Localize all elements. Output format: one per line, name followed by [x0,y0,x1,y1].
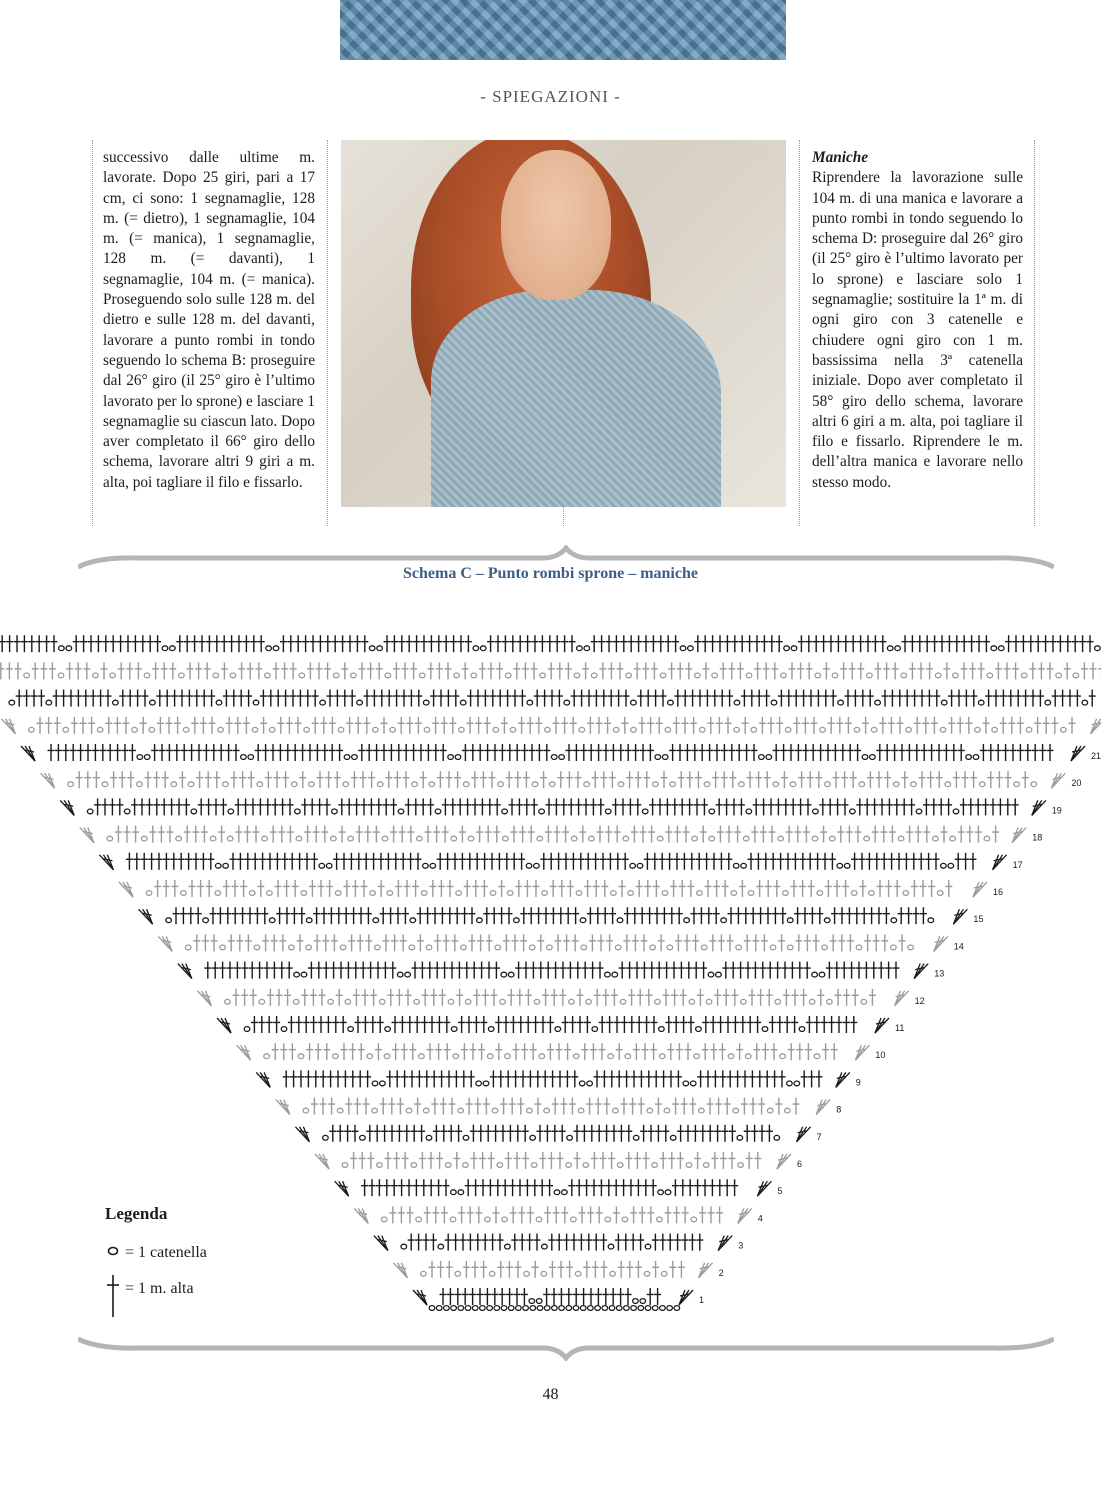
stitch-row [374,1234,732,1251]
stitch-row [60,798,1046,815]
column-rule [563,507,564,526]
row-number: 7 [816,1131,822,1142]
stitch-row [178,962,928,979]
row-number: 3 [738,1240,744,1251]
chart-title: Schema C – Punto rombi sprone – maniche [403,565,698,582]
row-number: 19 [1051,805,1062,816]
legend-label: = 1 catenella [125,1244,207,1261]
maniche-heading: Maniche [812,149,869,166]
stitch-row [335,1179,772,1196]
row-number: 2 [718,1267,724,1278]
row-number: 16 [993,887,1004,897]
stitch-row [41,771,1066,788]
page-number: 48 [542,1386,559,1403]
stitch-row [0,635,1101,652]
left-text-column: successivo dalle ultime m. lavorate. Dopo 25 giri, pari a 17 cm, ci sono: 1 segnamaglie, 128 m. (= dietro), 1 segnamaglie, 104 m. (= manica), 1 segnamaglie, 128 m. (= davanti), 1 segnamaglie, 104 m. (= manica). Proseguendo solo sulle 128 m. del dietro e sulle 128 m. del davanti, lavorare a punto rombi in tondo seguendo lo schema B: proseguire dal 26° giro (il 25° giro è l’ultimo lavorato per lo sprone) e lasciare 1 segnamaglie su ciascun lato. Dopo aver completato il 66° giro dello schema, lavorare altri 9 giri a m. alta, poi tagliare il filo e fissarlo. [103,149,315,491]
stitch-row [217,1016,889,1033]
stitch-row [197,989,908,1006]
row-number: 1 [699,1295,705,1305]
model-photo [341,140,786,507]
column-rule [92,140,93,526]
stitch-row [139,907,968,924]
stitch-row [0,690,1101,707]
row-number: 13 [934,968,945,979]
stitch-row [1,717,1101,734]
stitch-row [256,1070,850,1087]
right-text-column [812,148,1023,493]
stitch-row [276,1098,830,1115]
double-crochet-icon [105,1273,121,1324]
legend-item [105,1273,194,1324]
section-title: - SPIEGAZIONI - [480,87,621,106]
row-number: 15 [973,914,984,925]
row-number: 20 [1071,778,1082,789]
legend-label: = 1 m. alta [125,1280,194,1297]
column-rule [327,140,328,526]
stitch-row [99,853,1006,870]
stitch-row [354,1206,752,1223]
stitch-row [315,1152,791,1169]
row-number: 18 [1032,832,1043,843]
stitch-row [393,1261,712,1278]
knit-texture-banner [340,0,786,60]
row-number: 5 [777,1186,783,1197]
row-number: 12 [914,995,925,1006]
row-number: 11 [895,1023,905,1033]
column-rule [799,140,800,526]
row-number: 14 [953,941,964,952]
legend-item [105,1244,207,1262]
stitch-row [80,826,1026,843]
row-number: 8 [836,1104,842,1115]
foundation-chain [429,1306,679,1311]
legend-title: Legenda [105,1204,168,1223]
row-number: 6 [797,1159,803,1169]
crochet-chart [0,600,1101,1335]
column-rule [1034,140,1035,526]
stitch-row [21,744,1085,761]
stitch-row [295,1125,810,1142]
maniche-text: Riprendere la lavorazione sulle 104 m. di una manica e lavorare a punto rombi in tondo seguendo lo schema D: proseguire dal 26° giro (il 25° giro è l’ultimo lavorato per lo sprone) e lasciare solo 1 segnamaglie; sostituire la 1ª m. di ogni giro con 3 catenelle e chiudere ogni giro con 1 m. bassissima nella 3ª catenella iniziale. Dopo aver completato il 58° giro dello schema, lavorare altri 6 giri a m. alta, poi tagliare il filo e fissarlo. Riprendere le m. dell’altra manica e lavorare nello stesso modo. [812,169,1023,491]
stitch-row [158,934,948,951]
bottom-divider [78,1335,1054,1361]
row-number: 4 [757,1213,763,1224]
row-number: 21 [1091,751,1101,761]
stitch-row [0,662,1101,679]
row-number: 9 [855,1077,861,1088]
row-number: 10 [875,1050,886,1061]
chain-stitch-icon [105,1244,121,1262]
stitch-row [237,1043,870,1060]
stitch-row [413,1288,693,1305]
row-number: 17 [1012,859,1023,870]
stitch-row [119,880,987,897]
